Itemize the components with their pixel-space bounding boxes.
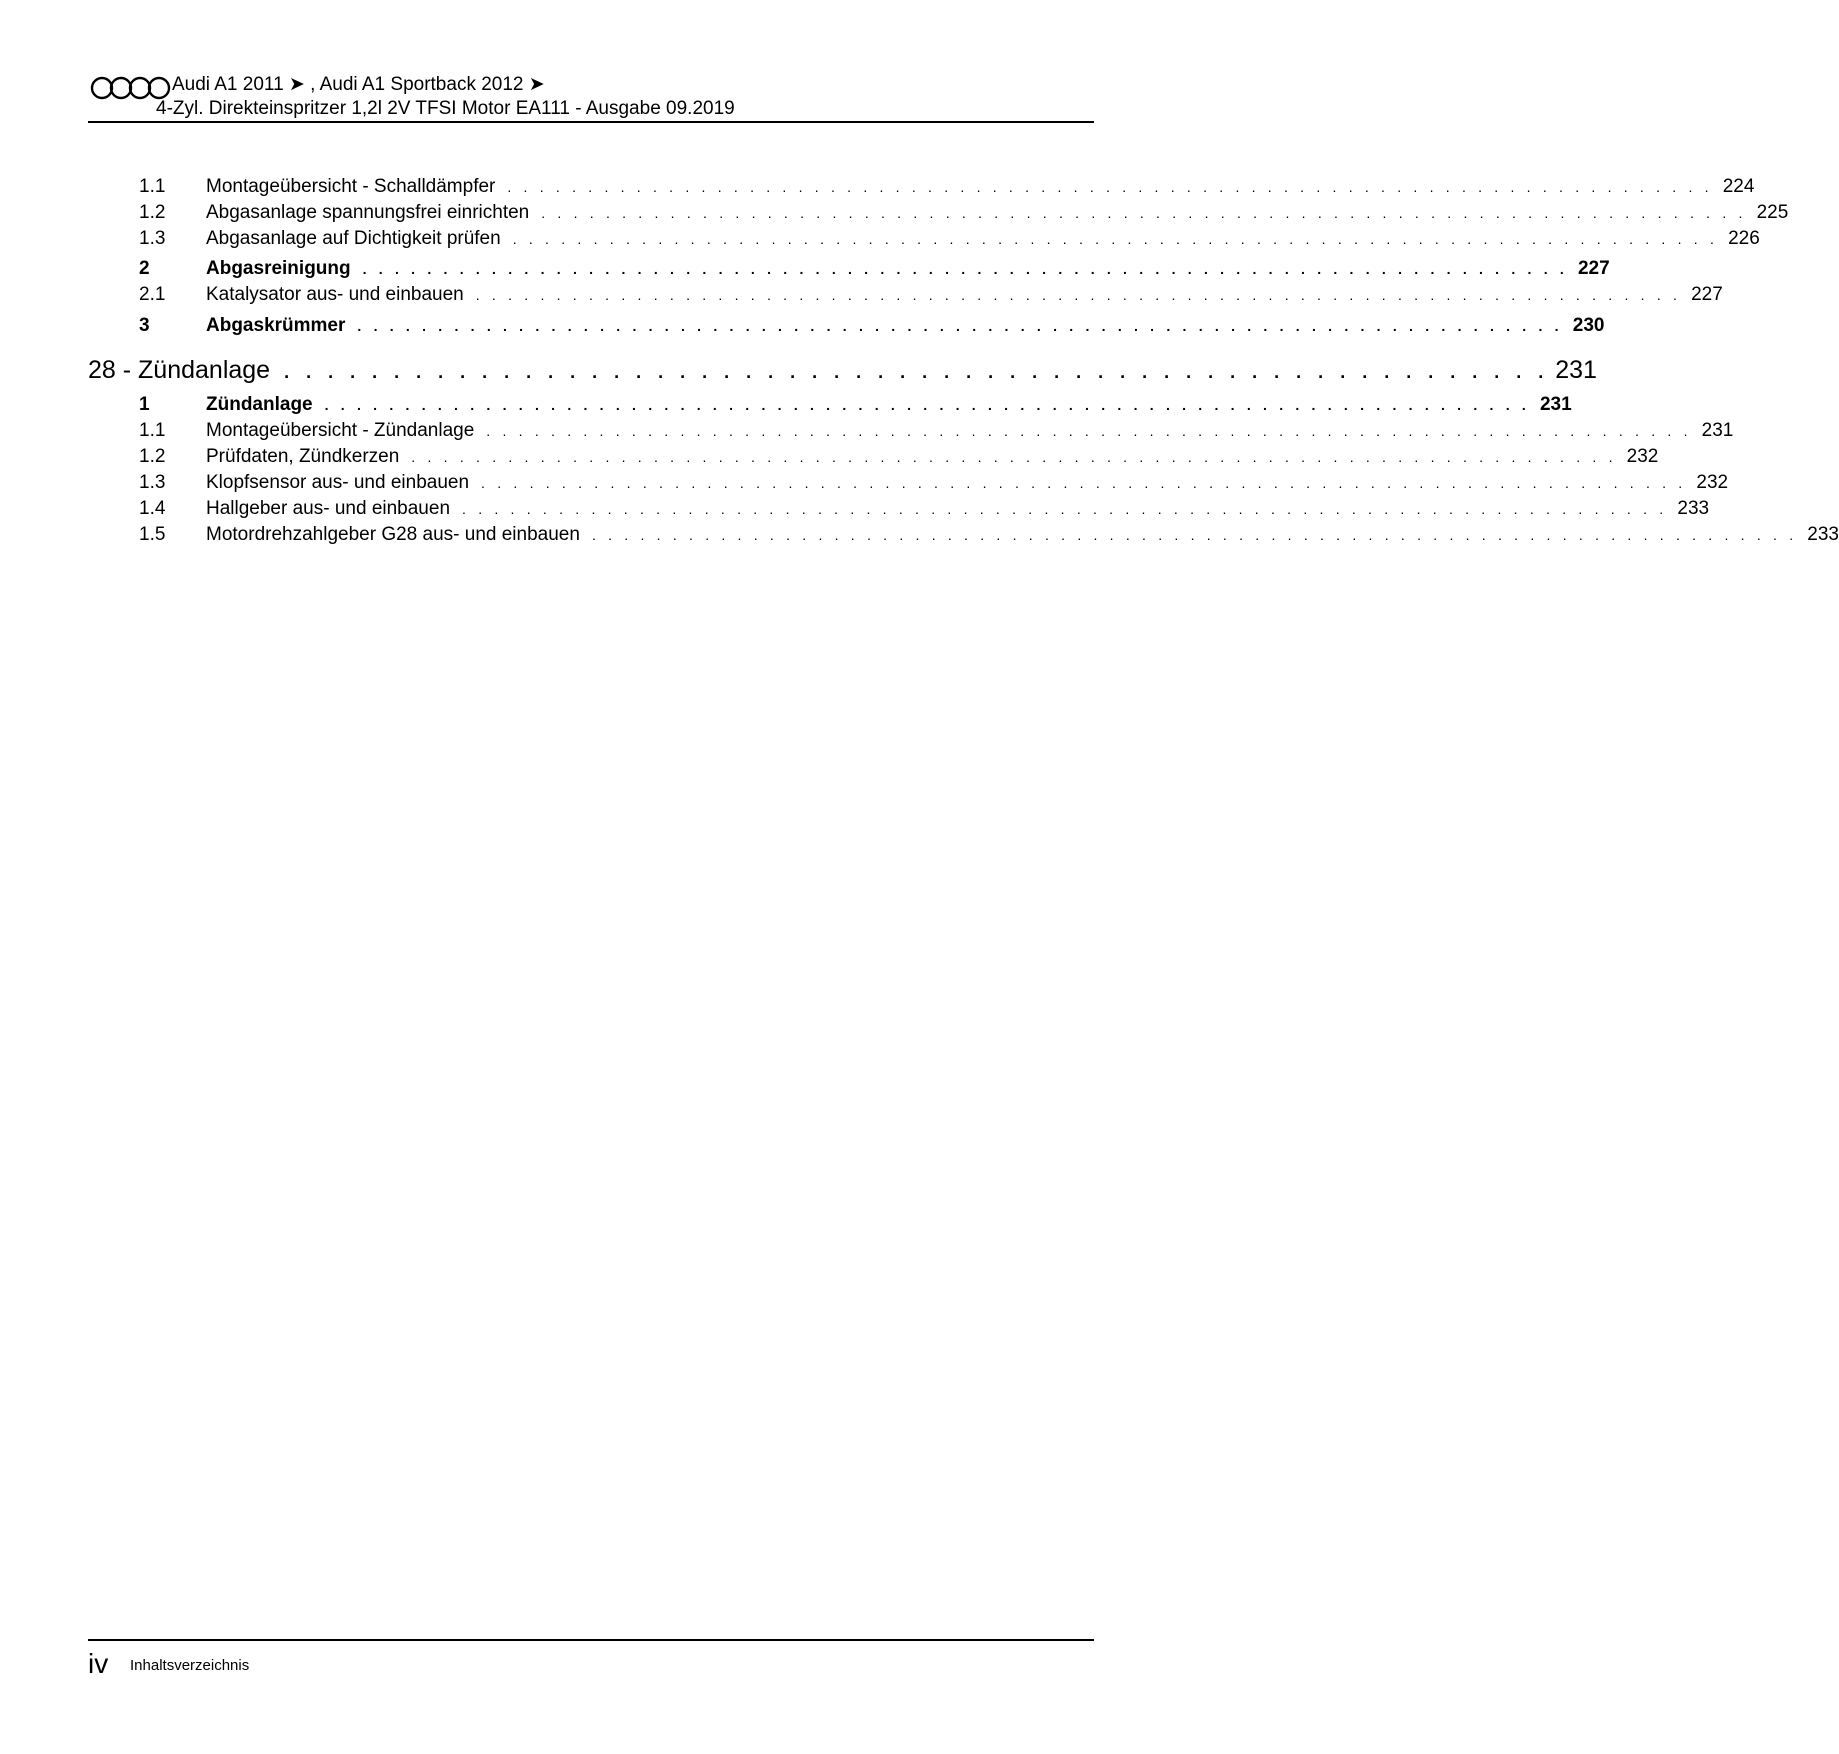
toc-entry-number: 1.1 [139, 176, 166, 197]
toc-entry-number: 2 [139, 258, 150, 279]
dot-leader: . . . . . . . . . . . . . . . . . . . . . . . . . . . . . . . . . . . . . . . . . . . . . . . . . . . . . . . . . . . . . . . . . . . . . . . . . . . [512, 231, 1719, 247]
toc-entry-page: 231 [1701, 420, 1734, 441]
toc-entry-page: 233 [1677, 498, 1710, 519]
toc-entry[interactable] [88, 497, 1710, 521]
toc-entry-page: 233 [1807, 524, 1839, 545]
toc-entry-title: Motordrehzahlgeber G28 aus- und einbauen [206, 524, 580, 545]
toc-entry[interactable] [88, 445, 1659, 469]
dot-leader: . . . . . . . . . . . . . . . . . . . . . . . . . . . . . . . . . . . . . . . . . . . . . . . . . . . . . . . . . . . . . . . . . . . . . . . . . . . [475, 287, 1682, 303]
audi-rings-icon [90, 76, 172, 100]
toc-entry-title: Abgasanlage auf Dichtigkeit prüfen [206, 228, 501, 249]
toc-entry-title: Hallgeber aus- und einbauen [206, 498, 451, 519]
dot-leader: . . . . . . . . . . . . . . . . . . . . . . . . . . . . . . . . . . . . . . . . . . . . . . . . . . . . . . . . . . . . . . . . . . . . . . . . . . . [362, 261, 1568, 277]
toc-entry[interactable] [88, 283, 1723, 307]
toc-entry-number: 3 [139, 315, 150, 336]
toc-entry-page: 227 [1577, 258, 1610, 279]
toc-entry-page: 232 [1696, 472, 1729, 493]
toc-entry-number: 1.2 [139, 202, 166, 223]
toc-entry[interactable] [88, 393, 1572, 417]
toc-entry-page: 230 [1572, 315, 1605, 336]
toc-entry-title: Abgaskrümmer [206, 315, 346, 336]
toc-entry-title: Katalysator aus- und einbauen [206, 284, 464, 305]
toc-entry-title: Abgasreinigung [206, 258, 351, 279]
document-header [88, 72, 1094, 124]
dot-leader: . . . . . . . . . . . . . . . . . . . . . . . . . . . . . . . . . . . . . . . . . . . . . . . . . . . . . . . . . . [284, 362, 1550, 382]
footer-section-label: Inhaltsverzeichnis [130, 1657, 250, 1674]
footer-divider [88, 1639, 1094, 1641]
toc-entry[interactable] [88, 523, 1839, 547]
dot-leader: . . . . . . . . . . . . . . . . . . . . . . . . . . . . . . . . . . . . . . . . . . . . . . . . . . . . . . . . . . . . . . . . . . . . . . . . . . . [324, 397, 1530, 413]
toc-entry-number: 1.2 [139, 446, 166, 467]
dot-leader: . . . . . . . . . . . . . . . . . . . . . . . . . . . . . . . . . . . . . . . . . . . . . . . . . . . . . . . . . . . . . . . . . . . . . . . . . . . [411, 449, 1617, 465]
toc-entry-title: Montageübersicht - Zündanlage [206, 420, 475, 441]
dot-leader: . . . . . . . . . . . . . . . . . . . . . . . . . . . . . . . . . . . . . . . . . . . . . . . . . . . . . . . . . . . . . . . . . . . . . . . . . . . [462, 501, 1668, 517]
toc-entry-number: 1.3 [139, 228, 166, 249]
toc-entry-number: 1 [139, 394, 150, 415]
toc-entry-page: 231 [1539, 394, 1572, 415]
toc-entry-title: Klopfsensor aus- und einbauen [206, 472, 470, 493]
toc-entry[interactable] [88, 175, 1755, 199]
toc-entry[interactable] [88, 257, 1610, 281]
toc-entry-title: Prüfdaten, Zündkerzen [206, 446, 400, 467]
toc-entry-title: Abgasanlage spannungsfrei einrichten [206, 202, 530, 223]
toc-chapter-heading[interactable] [88, 353, 1597, 387]
toc-entry-page: 227 [1691, 284, 1723, 305]
toc-entry[interactable] [88, 419, 1734, 443]
toc-chapter-title: 28 - Zündanlage [88, 356, 271, 384]
dot-leader: . . . . . . . . . . . . . . . . . . . . . . . . . . . . . . . . . . . . . . . . . . . . . . . . . . . . . . . . . . . . . . . . . . . . . . . . . . . [357, 318, 1563, 334]
dot-leader: . . . . . . . . . . . . . . . . . . . . . . . . . . . . . . . . . . . . . . . . . . . . . . . . . . . . . . . . . . . . . . . . . . . . . . . . . . . [507, 179, 1713, 195]
dot-leader: . . . . . . . . . . . . . . . . . . . . . . . . . . . . . . . . . . . . . . . . . . . . . . . . . . . . . . . . . . . . . . . . . . . . . . . . . . . [591, 527, 1798, 543]
footer-page-number: iv [88, 1648, 109, 1679]
toc-entry-page: 226 [1728, 228, 1760, 249]
header-divider [88, 121, 1094, 123]
dot-leader: . . . . . . . . . . . . . . . . . . . . . . . . . . . . . . . . . . . . . . . . . . . . . . . . . . . . . . . . . . . . . . . . . . . . . . . . . . . [541, 205, 1747, 221]
toc-chapter-page: 231 [1555, 356, 1597, 384]
toc-entry[interactable] [88, 201, 1789, 225]
toc-entry-number: 1.5 [139, 524, 166, 545]
toc-entry-page: 232 [1626, 446, 1659, 467]
toc-entry-page: 224 [1722, 176, 1755, 197]
dot-leader: . . . . . . . . . . . . . . . . . . . . . . . . . . . . . . . . . . . . . . . . . . . . . . . . . . . . . . . . . . . . . . . . . . . . . . . . . . . [486, 423, 1692, 439]
toc-entry-number: 1.1 [139, 420, 166, 441]
toc-entry[interactable] [88, 471, 1729, 495]
dot-leader: . . . . . . . . . . . . . . . . . . . . . . . . . . . . . . . . . . . . . . . . . . . . . . . . . . . . . . . . . . . . . . . . . . . . . . . . . . . [481, 475, 1687, 491]
toc-entry-title: Zündanlage [206, 394, 313, 415]
header-title-line1: Audi A1 2011 ➤ , Audi A1 Sportback 2012 ➤ [172, 74, 545, 95]
header-title-line2: 4-Zyl. Direkteinspritzer 1,2l 2V TFSI Motor EA111 - Ausgabe 09.2019 [156, 98, 735, 119]
toc-entry-number: 2.1 [139, 284, 166, 305]
toc-entry-number: 1.3 [139, 472, 166, 493]
toc-entry-title: Montageübersicht - Schalldämpfer [206, 176, 496, 197]
toc-entry[interactable] [88, 227, 1760, 251]
toc-entry-page: 225 [1756, 202, 1789, 223]
toc-entry[interactable] [88, 314, 1605, 338]
toc-entry-number: 1.4 [139, 498, 166, 519]
